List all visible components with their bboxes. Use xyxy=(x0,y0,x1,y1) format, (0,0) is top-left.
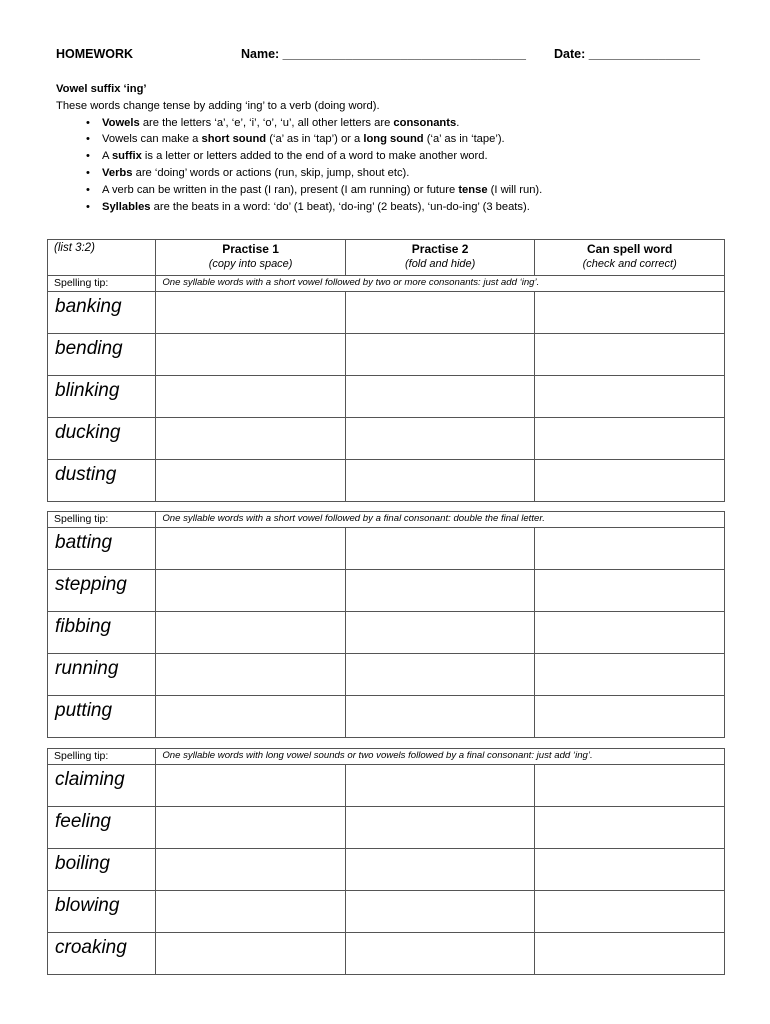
column-subtitle: (check and correct) xyxy=(582,258,677,270)
practise-1-blank[interactable] xyxy=(156,765,346,807)
homework-title: HOMEWORK xyxy=(56,47,134,61)
rule-suffix xyxy=(102,148,736,165)
table-row xyxy=(48,570,725,612)
column-subtitle: (fold and hide) xyxy=(404,258,476,270)
spelling-tip-label: Spelling tip: xyxy=(48,749,156,765)
practise-2-blank[interactable] xyxy=(345,418,535,460)
rule-vowels xyxy=(102,115,736,132)
practise-1-blank[interactable] xyxy=(156,891,346,933)
can-spell-blank[interactable] xyxy=(535,376,725,418)
spelling-word: claiming xyxy=(48,765,156,807)
spelling-word: stepping xyxy=(48,570,156,612)
column-header-practise-1 xyxy=(156,240,346,276)
rule-term: short sound xyxy=(201,133,267,146)
spelling-table-1 xyxy=(47,239,725,502)
table-row xyxy=(48,376,725,418)
rule-term: tense xyxy=(458,183,488,196)
table-row xyxy=(48,292,725,334)
spelling-tip-text: One syllable words with a short vowel followed by two or more consonants: just add ‘ing’. xyxy=(156,276,725,292)
table-row xyxy=(48,891,725,933)
can-spell-blank[interactable] xyxy=(535,849,725,891)
can-spell-blank[interactable] xyxy=(535,418,725,460)
column-title: Practise 1 xyxy=(222,242,279,256)
spelling-tip-label: Spelling tip: xyxy=(48,512,156,528)
can-spell-blank[interactable] xyxy=(535,807,725,849)
column-header-can-spell xyxy=(535,240,725,276)
table-row xyxy=(48,849,725,891)
table-header-row xyxy=(48,240,725,276)
practise-2-blank[interactable] xyxy=(345,528,535,570)
spelling-table-2 xyxy=(47,511,725,738)
intro-section xyxy=(56,81,736,215)
column-header-practise-2 xyxy=(345,240,535,276)
rule-term: Verbs xyxy=(102,166,133,179)
rule-term: suffix xyxy=(111,150,142,163)
table-row xyxy=(48,334,725,376)
rule-syllables xyxy=(102,199,736,216)
practise-2-blank[interactable] xyxy=(345,334,535,376)
table-row xyxy=(48,807,725,849)
practise-2-blank[interactable] xyxy=(345,460,535,502)
can-spell-blank[interactable] xyxy=(535,570,725,612)
practise-2-blank[interactable] xyxy=(345,376,535,418)
rule-verbs xyxy=(102,165,736,182)
can-spell-blank[interactable] xyxy=(535,765,725,807)
column-title: Can spell word xyxy=(587,242,673,256)
rule-term: long sound xyxy=(363,133,424,146)
practise-1-blank[interactable] xyxy=(156,528,346,570)
spelling-tip-label: Spelling tip: xyxy=(48,276,156,292)
table-row xyxy=(48,765,725,807)
rule-sounds xyxy=(102,131,736,148)
practise-2-blank[interactable] xyxy=(345,891,535,933)
practise-1-blank[interactable] xyxy=(156,570,346,612)
spelling-word: feeling xyxy=(48,807,156,849)
rule-text: are the letters ‘a’, ‘e’, ‘i’, ‘o’, ‘u’, all other letters are xyxy=(139,116,394,129)
practise-2-blank[interactable] xyxy=(345,292,535,334)
practise-2-blank[interactable] xyxy=(345,765,535,807)
spelling-word: ducking xyxy=(48,418,156,460)
column-subtitle: (copy into space) xyxy=(208,258,293,270)
spelling-table-3 xyxy=(47,748,725,975)
rule-term: consonants xyxy=(393,116,457,129)
rule-text: (I will run). xyxy=(487,183,543,196)
rule-text: are ‘doing’ words or actions (run, skip, jump, shout etc). xyxy=(132,166,410,179)
can-spell-blank[interactable] xyxy=(535,612,725,654)
practise-1-blank[interactable] xyxy=(156,612,346,654)
can-spell-blank[interactable] xyxy=(535,933,725,975)
table-row xyxy=(48,418,725,460)
rule-text: A verb can be written in the past (I ran), present (I am running) or future xyxy=(102,183,459,196)
spelling-word: fibbing xyxy=(48,612,156,654)
practise-1-blank[interactable] xyxy=(156,696,346,738)
table-row xyxy=(48,528,725,570)
practise-1-blank[interactable] xyxy=(156,292,346,334)
can-spell-blank[interactable] xyxy=(535,528,725,570)
rule-text: (‘a’ as in ‘tape’). xyxy=(423,133,505,146)
practise-2-blank[interactable] xyxy=(345,849,535,891)
rule-term: Vowels xyxy=(102,116,140,129)
rule-text: . xyxy=(456,116,460,129)
practise-1-blank[interactable] xyxy=(156,654,346,696)
spelling-tip-row xyxy=(48,276,725,292)
section-title: Vowel suffix ‘ing’ xyxy=(56,83,147,95)
spelling-tip-row xyxy=(48,749,725,765)
practise-1-blank[interactable] xyxy=(156,376,346,418)
rule-text: are the beats in a word: ‘do’ (1 beat), ‘do-ing’ (2 beats), ‘un-do-ing’ (3 beats). xyxy=(150,200,530,213)
practise-1-blank[interactable] xyxy=(156,807,346,849)
spelling-tip-row xyxy=(48,512,725,528)
practise-1-blank[interactable] xyxy=(156,933,346,975)
table-row xyxy=(48,933,725,975)
spelling-word: banking xyxy=(48,292,156,334)
rule-text: A xyxy=(102,150,112,163)
practise-2-blank[interactable] xyxy=(345,933,535,975)
intro-line: These words change tense by adding ‘ing’ to a verb (doing word). xyxy=(56,99,380,112)
name-field-label: Name: ___________________________________ xyxy=(241,47,526,61)
spelling-word: boiling xyxy=(48,849,156,891)
table-row xyxy=(48,612,725,654)
rule-text: (‘a’ as in ‘tap’) or a xyxy=(266,133,364,146)
practise-1-blank[interactable] xyxy=(156,418,346,460)
spelling-word: blinking xyxy=(48,376,156,418)
rule-tense xyxy=(102,182,736,199)
spelling-word: bending xyxy=(48,334,156,376)
column-title: Practise 2 xyxy=(411,242,469,256)
can-spell-blank[interactable] xyxy=(535,334,725,376)
rule-term: Syllables xyxy=(102,200,151,213)
can-spell-blank[interactable] xyxy=(535,292,725,334)
spelling-word: putting xyxy=(48,696,156,738)
practise-1-blank[interactable] xyxy=(156,334,346,376)
rule-text: is a letter or letters added to the end of a word to make another word. xyxy=(141,150,488,163)
table-row xyxy=(48,696,725,738)
practise-2-blank[interactable] xyxy=(345,654,535,696)
practise-1-blank[interactable] xyxy=(156,460,346,502)
table-row xyxy=(48,654,725,696)
can-spell-blank[interactable] xyxy=(535,696,725,738)
can-spell-blank[interactable] xyxy=(535,891,725,933)
practise-2-blank[interactable] xyxy=(345,807,535,849)
spelling-word: dusting xyxy=(48,460,156,502)
spelling-word: batting xyxy=(48,528,156,570)
can-spell-blank[interactable] xyxy=(535,460,725,502)
spelling-tip-text: One syllable words with long vowel sounds or two vowels followed by a final consonant: just add ‘ing’. xyxy=(156,749,725,765)
spelling-tip-text: One syllable words with a short vowel followed by a final consonant: double the final letter. xyxy=(156,512,725,528)
page-header xyxy=(56,47,716,65)
practise-2-blank[interactable] xyxy=(345,570,535,612)
rules-list xyxy=(56,115,736,216)
spelling-word: blowing xyxy=(48,891,156,933)
date-field-label: Date: ________________ xyxy=(554,47,700,61)
spelling-word: croaking xyxy=(48,933,156,975)
practise-2-blank[interactable] xyxy=(345,696,535,738)
practise-1-blank[interactable] xyxy=(156,849,346,891)
list-label: (list 3:2) xyxy=(48,240,156,276)
spelling-word: running xyxy=(48,654,156,696)
rule-text: Vowels can make a xyxy=(102,133,202,146)
can-spell-blank[interactable] xyxy=(535,654,725,696)
practise-2-blank[interactable] xyxy=(345,612,535,654)
table-row xyxy=(48,460,725,502)
